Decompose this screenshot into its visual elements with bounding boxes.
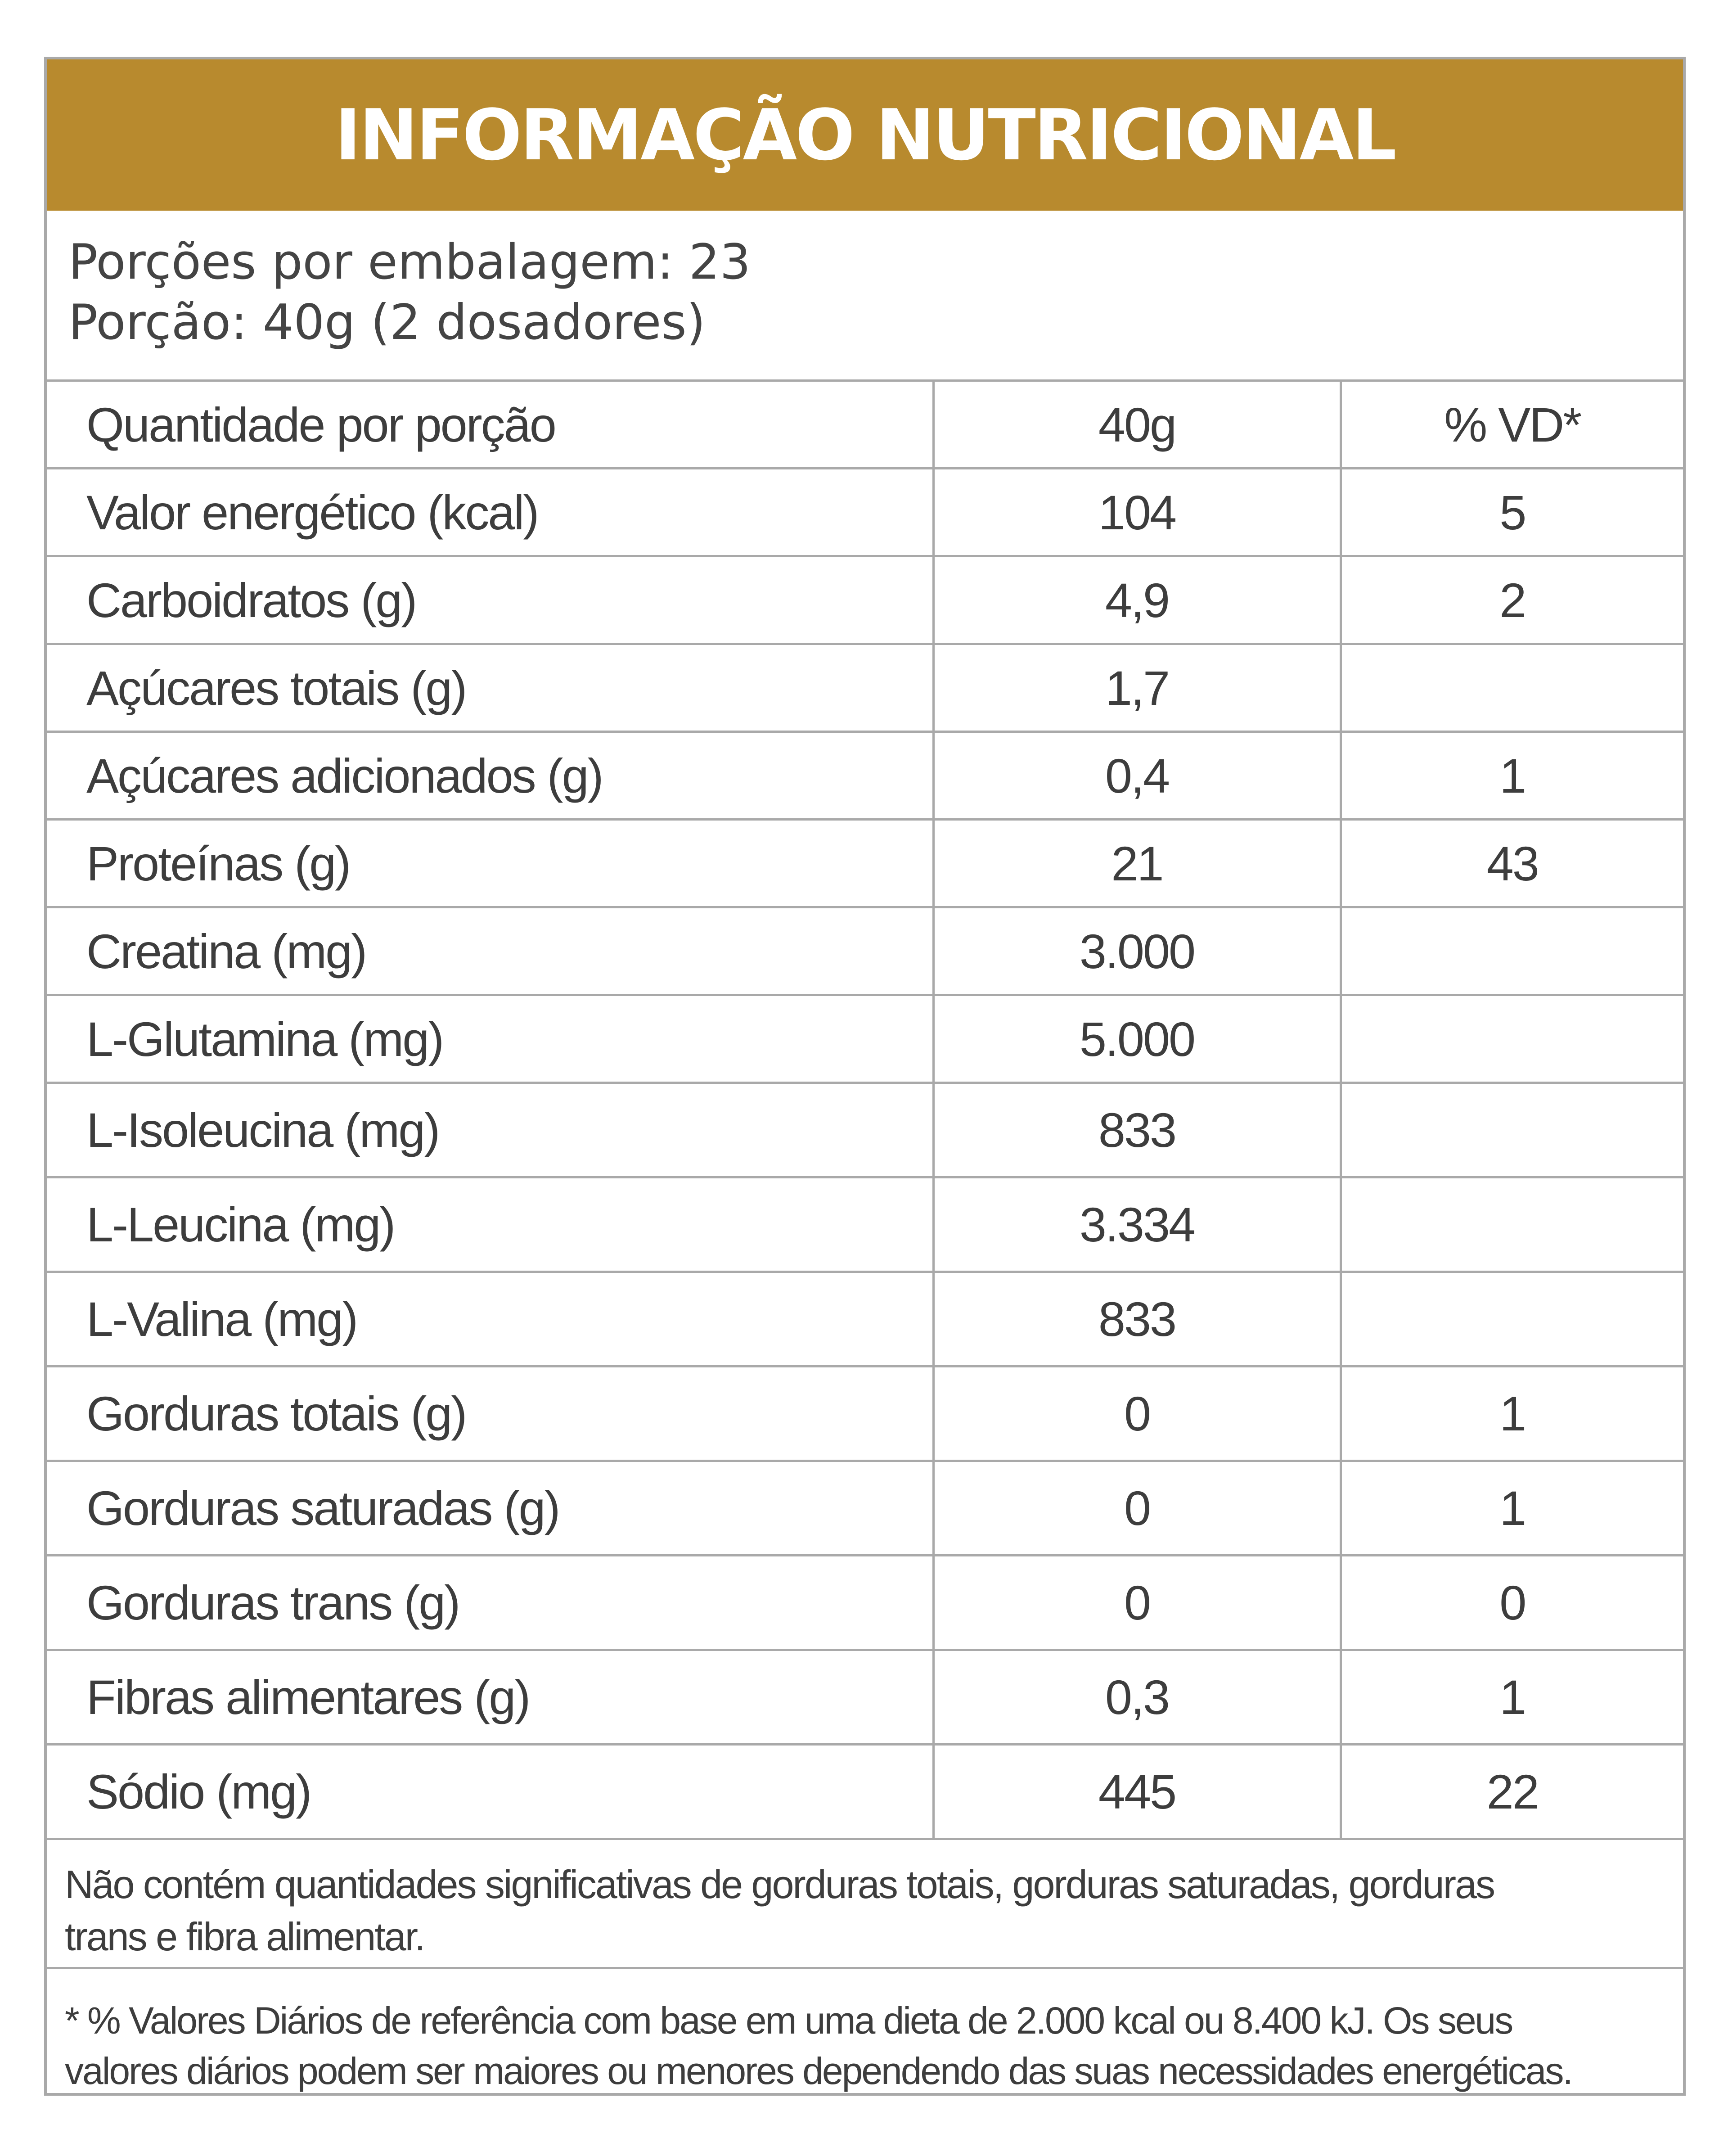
serving-size: Porção: 40g (2 dosadores) xyxy=(68,294,706,351)
nutrient-label: L-Leucina (mg) xyxy=(47,1177,933,1272)
nutrient-daily-value xyxy=(1341,1177,1683,1272)
nutrition-header xyxy=(47,59,1683,211)
nutrient-amount: 833 xyxy=(933,1083,1341,1177)
not-significant-line: trans e fibra alimentar. xyxy=(65,1914,424,1959)
table-row xyxy=(47,469,1683,556)
nutrient-daily-value: 5 xyxy=(1341,469,1683,556)
table-row xyxy=(47,1745,1683,1839)
nutrient-amount: 0,4 xyxy=(933,732,1341,820)
serving-info xyxy=(47,211,1683,382)
nutrient-label: Gorduras totais (g) xyxy=(47,1367,933,1461)
nutrient-label: Gorduras trans (g) xyxy=(47,1556,933,1650)
table-row xyxy=(47,1367,1683,1461)
nutrient-daily-value: 1 xyxy=(1341,732,1683,820)
nutrient-daily-value: 0 xyxy=(1341,1556,1683,1650)
table-row xyxy=(47,1083,1683,1177)
nutrient-amount: 5.000 xyxy=(933,995,1341,1083)
daily-values-note xyxy=(47,1969,1683,2093)
nutrient-label: Carboidratos (g) xyxy=(47,556,933,644)
nutrient-amount: 3.334 xyxy=(933,1177,1341,1272)
nutrient-daily-value: 22 xyxy=(1341,1745,1683,1839)
header-daily-value: % VD* xyxy=(1341,382,1683,469)
nutrient-label: Proteínas (g) xyxy=(47,820,933,907)
nutrient-amount: 833 xyxy=(933,1272,1341,1367)
nutrient-amount: 4,9 xyxy=(933,556,1341,644)
not-significant-note xyxy=(47,1839,1683,1969)
nutrient-label: Creatina (mg) xyxy=(47,907,933,995)
table-row xyxy=(47,907,1683,995)
nutrient-label: Açúcares totais (g) xyxy=(47,644,933,732)
nutrition-title: INFORMAÇÃO NUTRICIONAL xyxy=(335,94,1395,176)
nutrient-label: Gorduras saturadas (g) xyxy=(47,1461,933,1556)
header-amount: 40g xyxy=(933,382,1341,469)
nutrient-amount: 0 xyxy=(933,1367,1341,1461)
daily-values-line: * % Valores Diários de referência com base em uma dieta de 2.000 kcal ou 8.400 kJ. Os seus xyxy=(65,1999,1512,2042)
table-row xyxy=(47,1272,1683,1367)
table-row xyxy=(47,1461,1683,1556)
nutrient-label: Fibras alimentares (g) xyxy=(47,1650,933,1745)
nutrient-daily-value: 1 xyxy=(1341,1367,1683,1461)
nutrient-daily-value: 1 xyxy=(1341,1461,1683,1556)
daily-values-line: valores diários podem ser maiores ou menores dependendo das suas necessidades energéticas. xyxy=(65,2050,1572,2092)
nutrition-facts-panel xyxy=(44,57,1686,2096)
nutrient-daily-value xyxy=(1341,644,1683,732)
header-label: Quantidade por porção xyxy=(47,382,933,469)
table-header-row xyxy=(47,382,1683,469)
table-row xyxy=(47,644,1683,732)
nutrient-label: Sódio (mg) xyxy=(47,1745,933,1839)
nutrient-amount: 0 xyxy=(933,1461,1341,1556)
nutrient-label: L-Isoleucina (mg) xyxy=(47,1083,933,1177)
nutrient-label: Açúcares adicionados (g) xyxy=(47,732,933,820)
servings-per-package: Porções por embalagem: 23 xyxy=(68,234,751,290)
nutrient-daily-value xyxy=(1341,1083,1683,1177)
table-row xyxy=(47,732,1683,820)
nutrient-amount: 1,7 xyxy=(933,644,1341,732)
table-row xyxy=(47,1650,1683,1745)
nutrient-label: L-Glutamina (mg) xyxy=(47,995,933,1083)
nutrient-amount: 0 xyxy=(933,1556,1341,1650)
not-significant-line: Não contém quantidades significativas de gorduras totais, gorduras saturadas, gorduras xyxy=(65,1862,1494,1907)
table-row xyxy=(47,820,1683,907)
nutrient-amount: 3.000 xyxy=(933,907,1341,995)
nutrient-daily-value xyxy=(1341,995,1683,1083)
nutrient-amount: 104 xyxy=(933,469,1341,556)
nutrient-daily-value: 43 xyxy=(1341,820,1683,907)
nutrient-daily-value xyxy=(1341,907,1683,995)
table-row xyxy=(47,1556,1683,1650)
nutrition-table xyxy=(47,382,1683,1840)
nutrient-daily-value xyxy=(1341,1272,1683,1367)
table-row xyxy=(47,995,1683,1083)
nutrient-daily-value: 1 xyxy=(1341,1650,1683,1745)
nutrient-amount: 0,3 xyxy=(933,1650,1341,1745)
table-row xyxy=(47,556,1683,644)
nutrient-label: Valor energético (kcal) xyxy=(47,469,933,556)
nutrient-amount: 445 xyxy=(933,1745,1341,1839)
nutrient-amount: 21 xyxy=(933,820,1341,907)
table-row xyxy=(47,1177,1683,1272)
nutrient-daily-value: 2 xyxy=(1341,556,1683,644)
nutrient-label: L-Valina (mg) xyxy=(47,1272,933,1367)
